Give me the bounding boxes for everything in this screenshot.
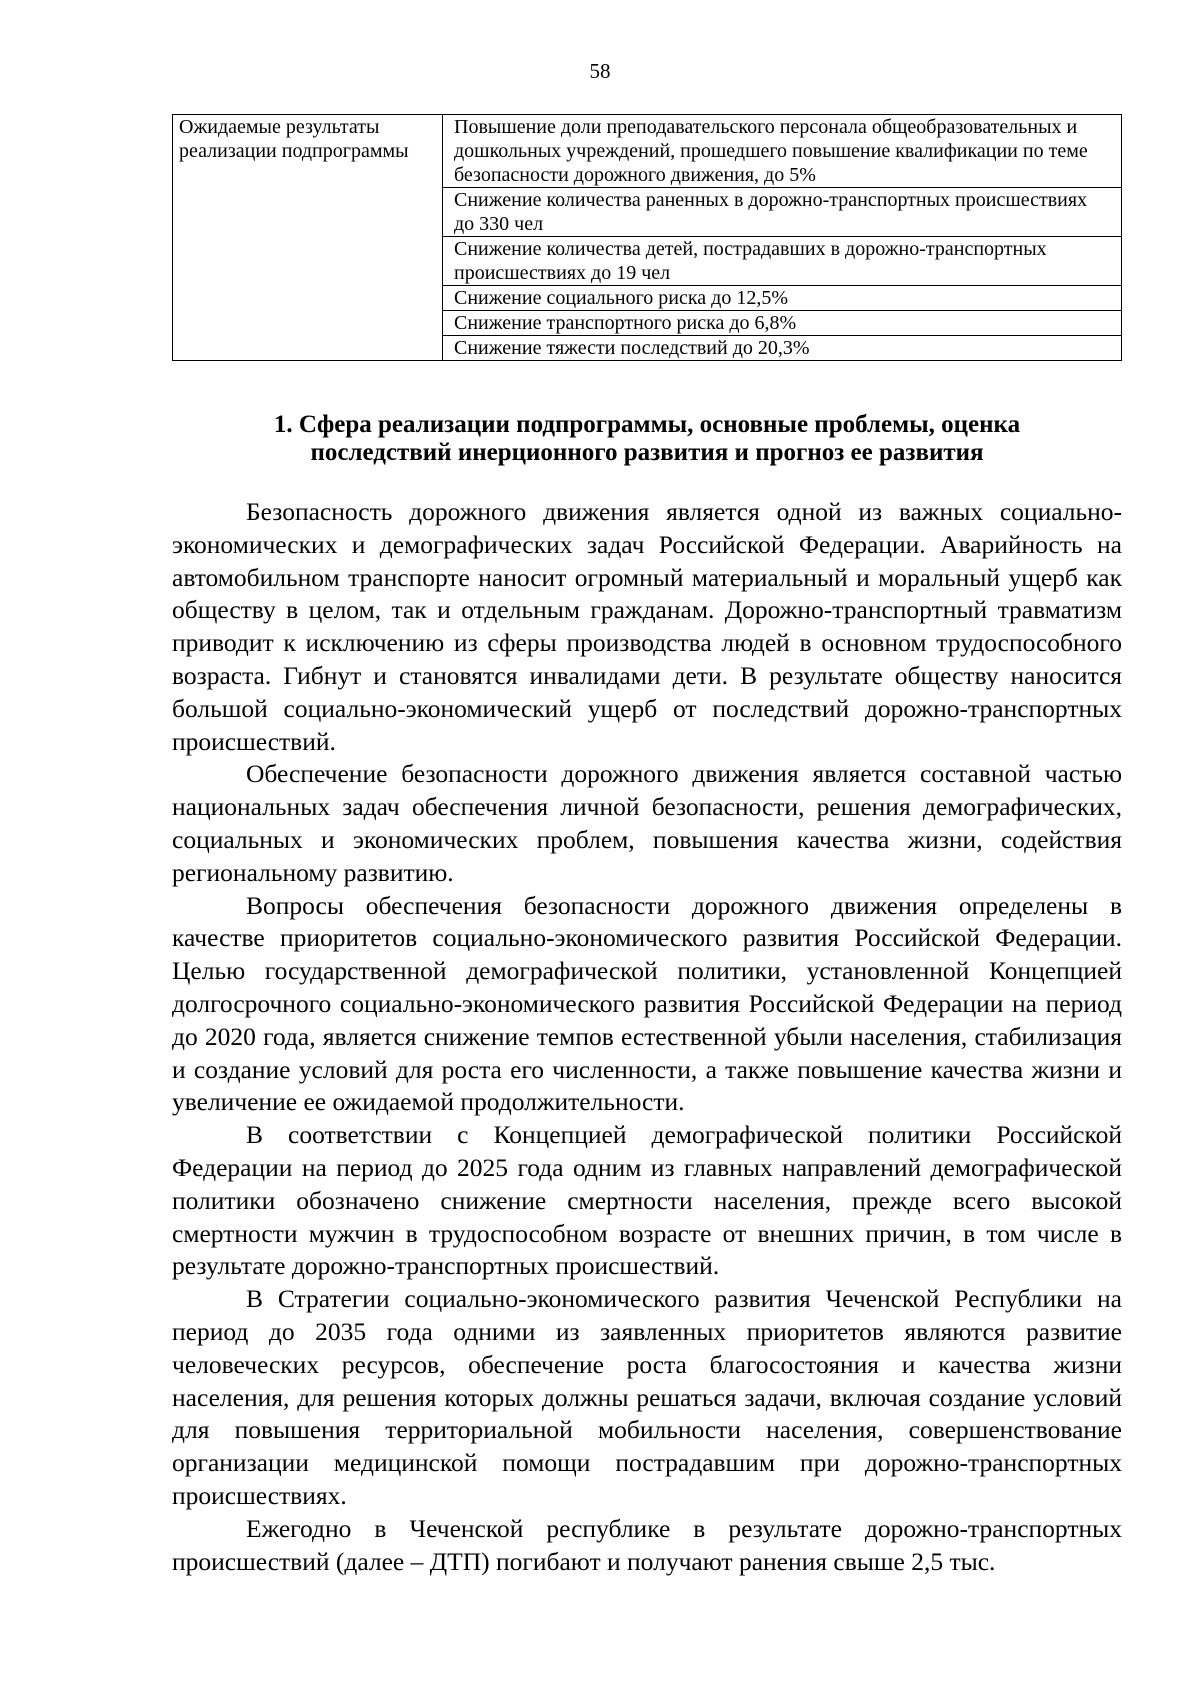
paragraph: Безопасность дорожного движения является одной из важных социально-экономических и демографических задач Российской Федерации. Аварийность на автомобильном транспорте наносит огромный материальный и моральный ущерб как обществу в целом, так и отдельным гражданам. Дорожно-транспортный травматизм приводит к исключению из сферы производства людей в основном трудоспособного возраста. Гибнут и становятся инвалидами дети. В результате обществу наносится большой социально-экономический ущерб от последствий дорожно-транспортных происшествий. bbox=[172, 497, 1122, 756]
paragraph: В соответствии с Концепцией демографической политики Российской Федерации на период до 2025 года одним из главных направлений демографической политики обозначено снижение смертности населения, прежде всего высокой смертности мужчин в трудоспособном возрасте от внешних причин, в том числе в результате дорожно-транспортных происшествий. bbox=[172, 1120, 1122, 1281]
section-heading-line: последствий инерционного развития и прогноз ее развития bbox=[310, 439, 984, 466]
page-number: 58 bbox=[589, 59, 611, 83]
section-body bbox=[172, 496, 1122, 1578]
table-label-cell: Ожидаемые результаты реализации подпрограммы bbox=[173, 115, 443, 361]
paragraph: Ежегодно в Чеченской республике в результате дорожно-транспортных происшествий (далее – ДТП) погибают и получают ранения свыше 2,5 тыс. bbox=[172, 1513, 1122, 1576]
paragraph: Обеспечение безопасности дорожного движения является составной частью национальных задач обеспечения личной безопасности, решения демографических, социальных и экономических проблем, повышения качества жизни, содействия региональному развитию. bbox=[172, 759, 1122, 887]
table-value-cell: Снижение количества детей, пострадавших в дорожно-транспортных происшествиях до 19 чел bbox=[443, 237, 1122, 286]
table-value-cell: Снижение тяжести последствий до 20,3% bbox=[443, 336, 1122, 361]
section-heading-line: 1. Сфера реализации подпрограммы, основные проблемы, оценка bbox=[273, 411, 1021, 438]
paragraph: Вопросы обеспечения безопасности дорожного движения определены в качестве приоритетов социально-экономического развития Российской Федерации. Целью государственной демографической политики, установленной Концепцией долгосрочного социально-экономического развития Российской Федерации на период до 2020 года, является снижение темпов естественной убыли населения, стабилизация и создание условий для роста его численности, а также повышение качества жизни и увеличение ее ожидаемой продолжительности. bbox=[172, 890, 1122, 1117]
table-value-cell: Повышение доли преподавательского персонала общеобразовательных и дошкольных учреждений, прошедшего повышение квалификации по теме безопасности дорожного движения, до 5% bbox=[443, 115, 1122, 188]
table-value-cell: Снижение социального риска до 12,5% bbox=[443, 286, 1122, 311]
table-row bbox=[173, 115, 1122, 188]
table-value-cell: Снижение транспортного риска до 6,8% bbox=[443, 311, 1122, 336]
table-value-cell: Снижение количества раненных в дорожно-транспортных происшествиях до 330 чел bbox=[443, 188, 1122, 237]
section-heading bbox=[172, 411, 1122, 467]
expected-results-table bbox=[172, 114, 1122, 361]
paragraph: В Стратегии социально-экономического развития Чеченской Республики на период до 2035 года одними из заявленных приоритетов являются развитие человеческих ресурсов, обеспечение роста благосостояния и качества жизни населения, для решения которых должны решаться задачи, включая создание условий для повышения территориальной мобильности населения, совершенствование организации медицинской помощи пострадавшим при дорожно-транспортных происшествиях. bbox=[172, 1284, 1122, 1510]
